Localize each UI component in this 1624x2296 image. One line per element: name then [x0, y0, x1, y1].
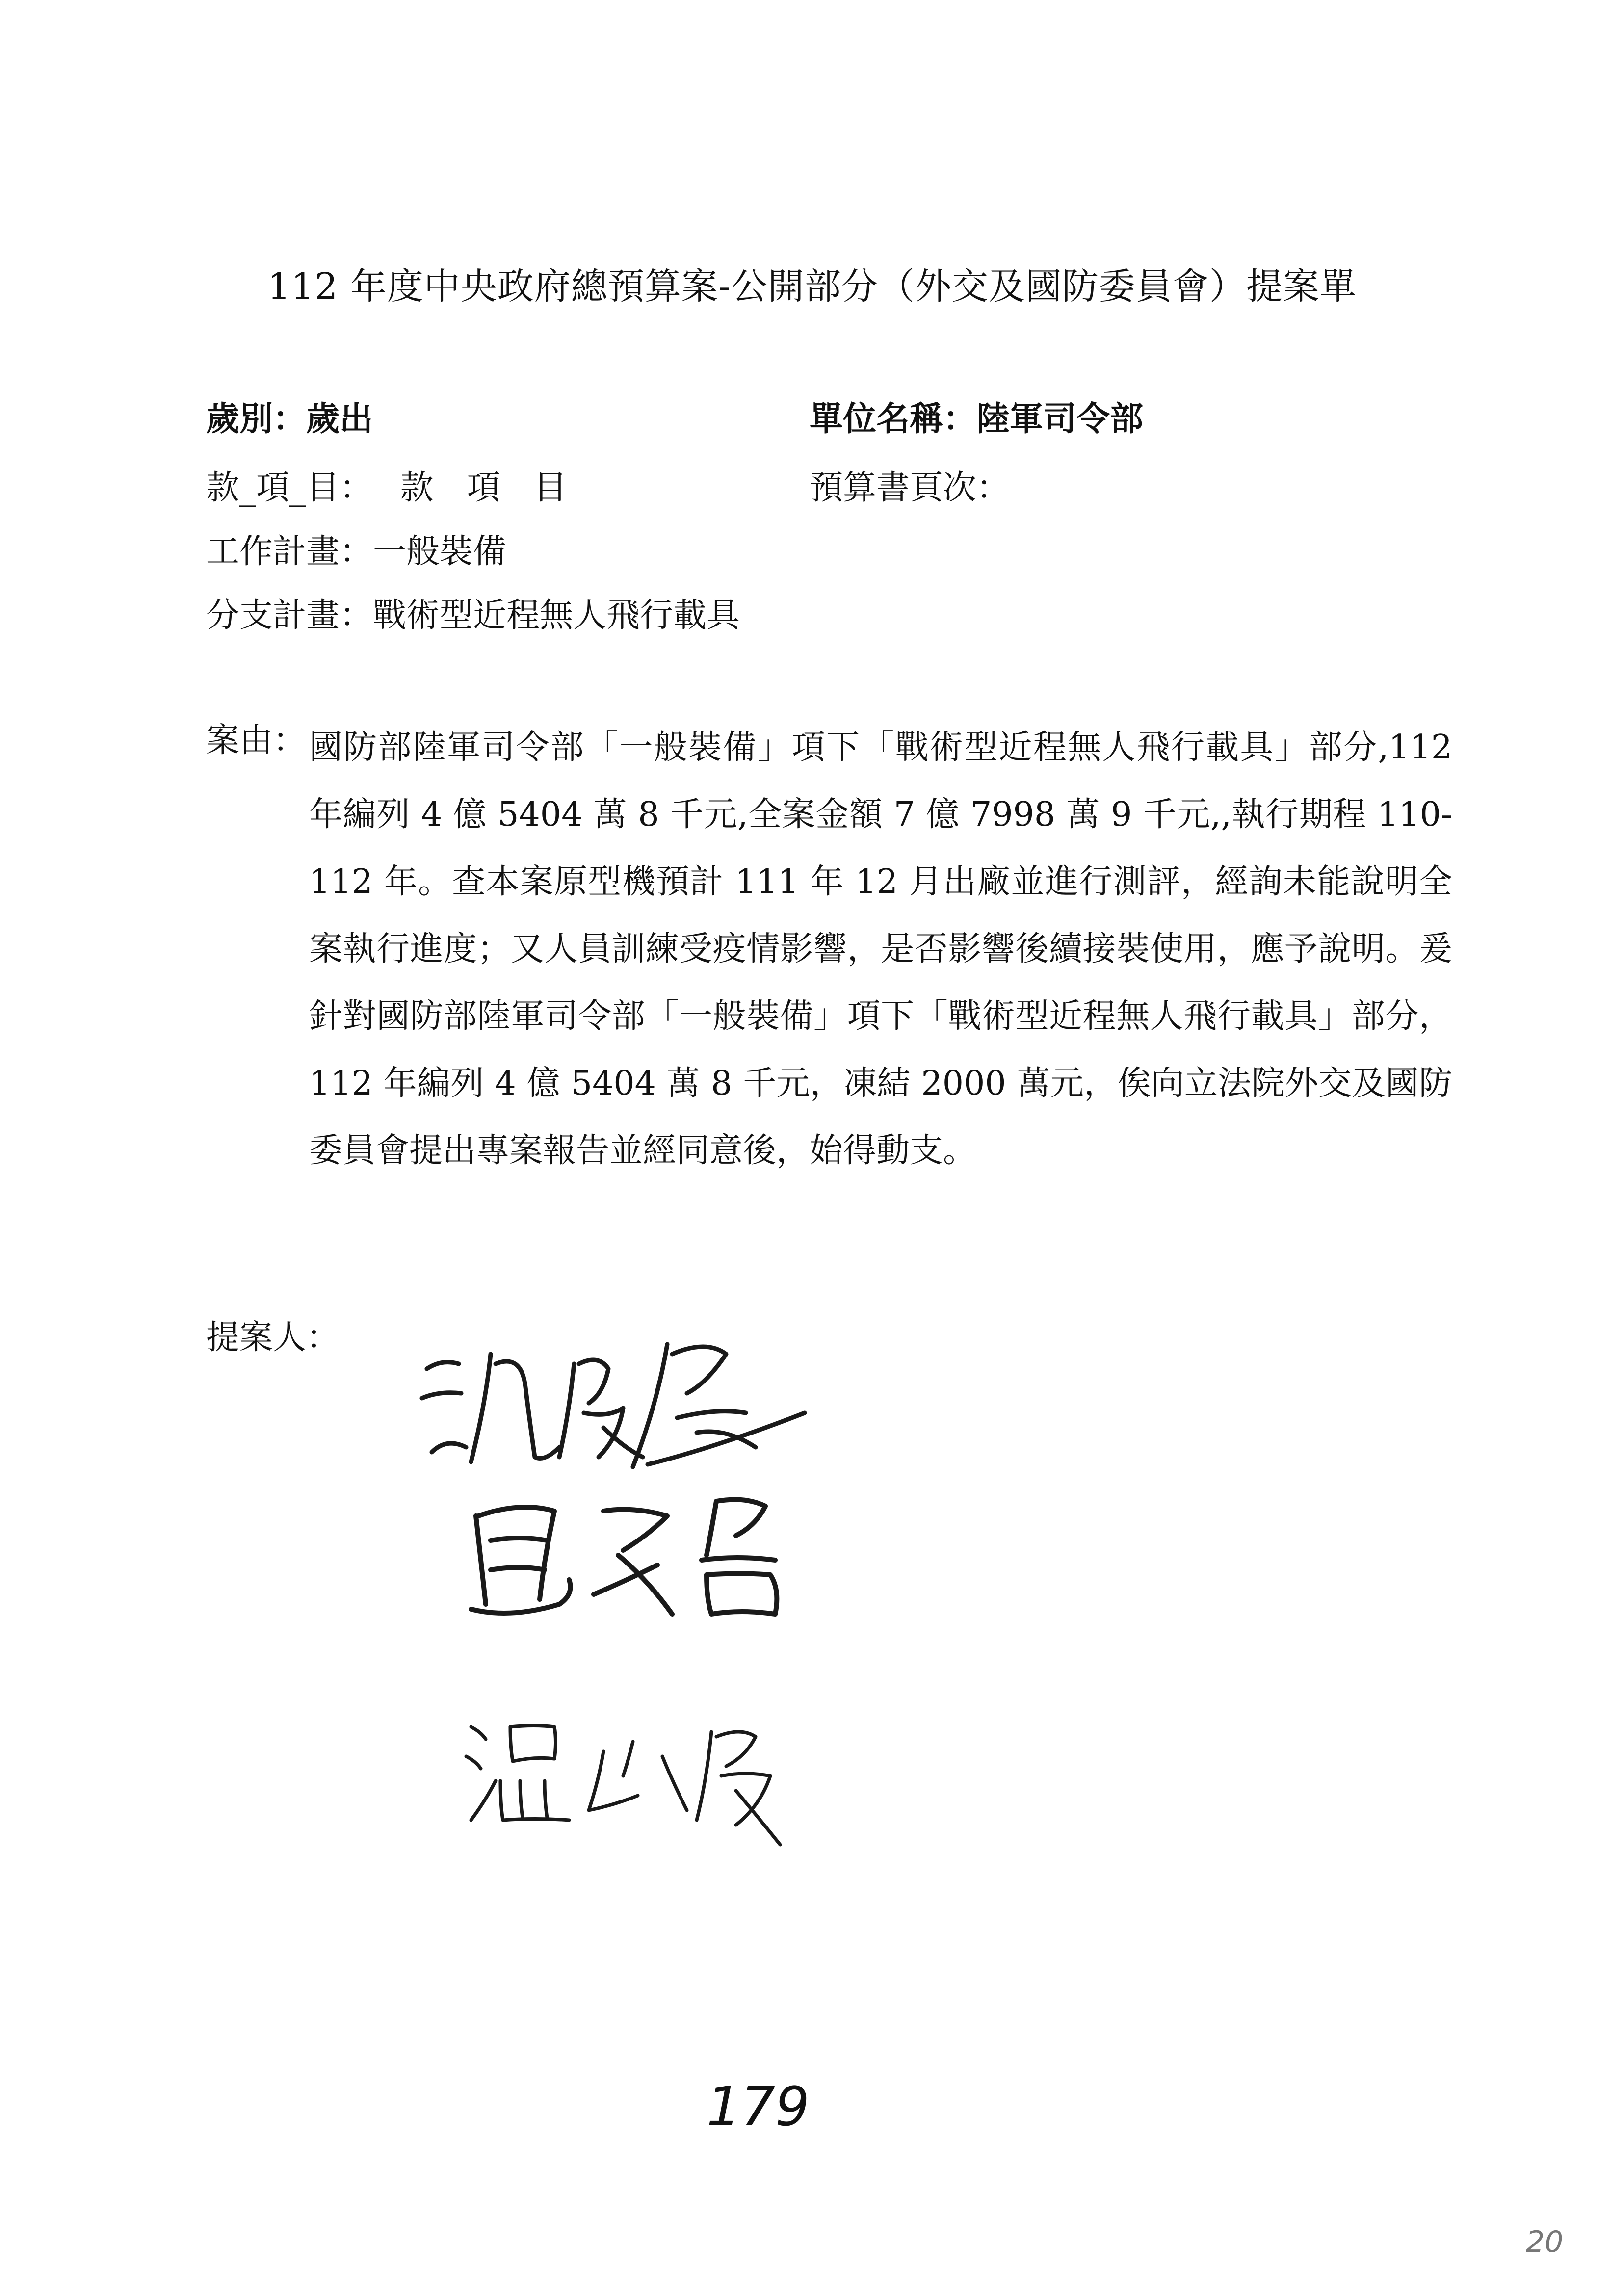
- sub-plan-field: 分支計畫：戰術型近程無人飛行載具: [206, 596, 740, 635]
- reason-text: 國防部陸軍司令部「一般裝備」項下「戰術型近程無人飛行載具」部分,112 年編列 4 億 5404 萬 8 千元,全案金額 7 億 7998 萬 9 千元,,執行期程 110-112 年。查本案原型機預計 111 年 12 月出廠並進行測評，經詢未能說明全案執行進度；又人員訓練受疫情影響，是否影響後續接裝使用，應予說明。爰針對國防部陸軍司令部「一般裝備」項下「戰術型近程無人飛行載具」部分，112 年編列 4 億 5404 萬 8 千元，凍結 2000 萬元，俟向立法院外交及國防委員會提出專案報告並經同意後，始得動支。: [309, 728, 1453, 1170]
- category-field: 歲別：歲出: [206, 399, 373, 439]
- document-title: 112 年度中央政府總預算案-公開部分（外交及國防委員會）提案單: [267, 265, 1357, 308]
- signature-2-image: [461, 1482, 814, 1629]
- item-field: 款_項_目： 款 項 目: [206, 469, 567, 507]
- page-number: 179: [707, 2075, 810, 2138]
- corner-page-number: 20: [1526, 2225, 1564, 2259]
- unit-name-field: 單位名稱：陸軍司令部: [810, 399, 1144, 439]
- work-plan-field: 工作計畫：一般裝備: [206, 532, 507, 571]
- signature-1-image: [412, 1325, 829, 1472]
- budget-page-field: 預算書頁次：: [810, 469, 1010, 507]
- reason-label: 案由：: [206, 721, 307, 760]
- proposer-label: 提案人：: [206, 1318, 340, 1357]
- signature-3-image: [456, 1697, 810, 1854]
